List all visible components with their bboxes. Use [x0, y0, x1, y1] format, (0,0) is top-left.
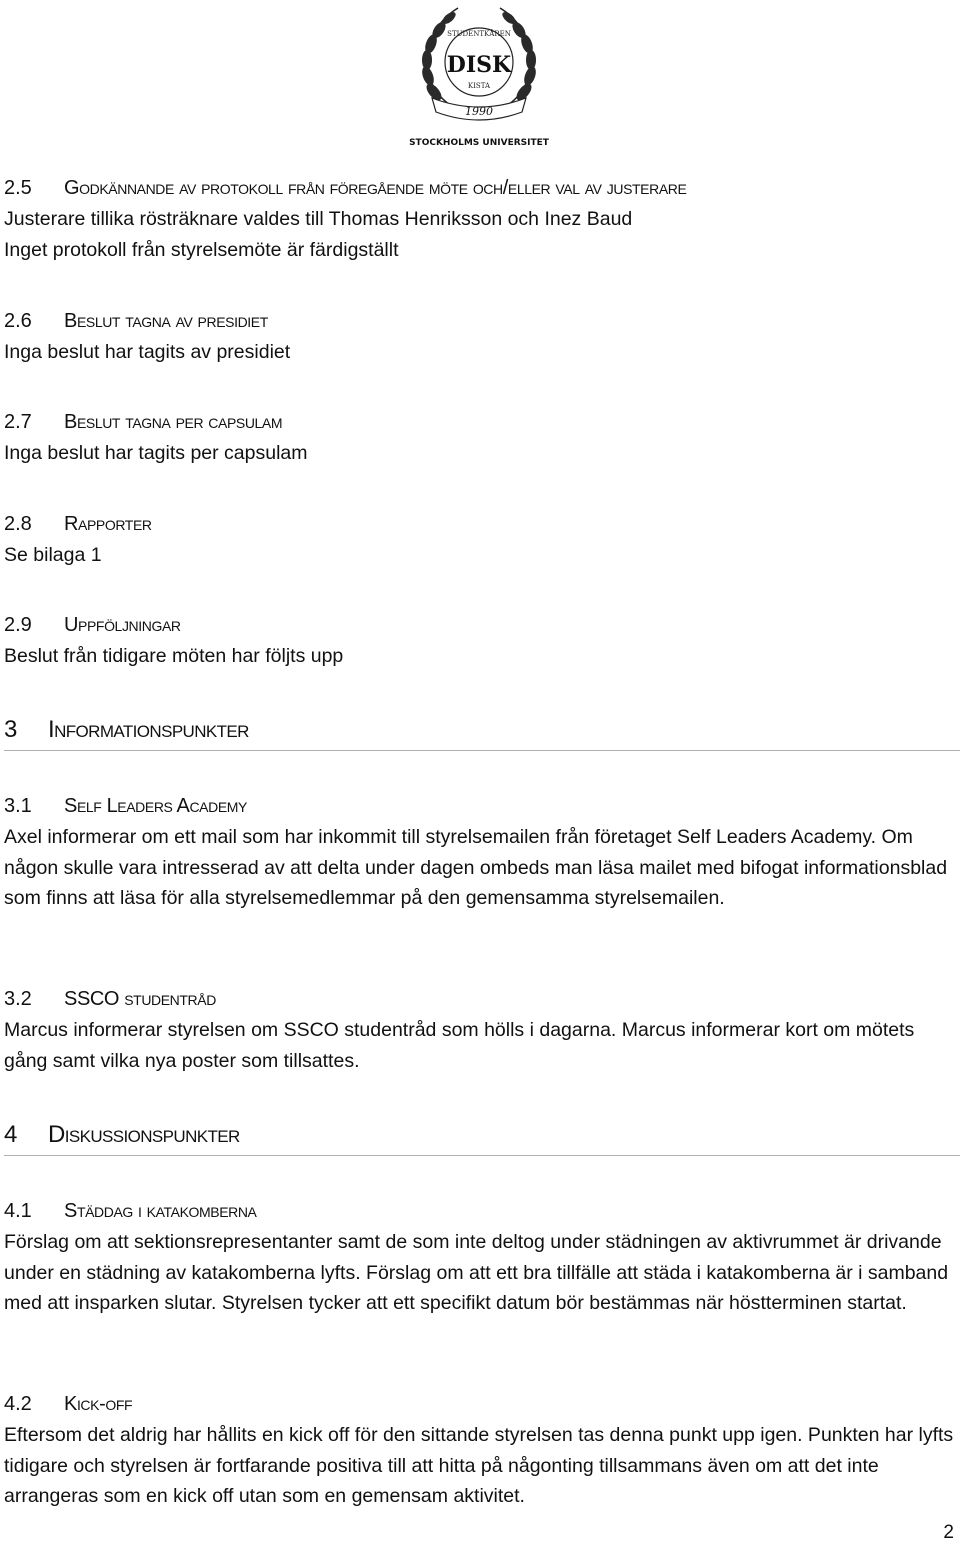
- chapter-title: Informationspunkter: [48, 716, 249, 743]
- section-text-2-9: Beslut från tidigare möten har följts upp: [4, 645, 344, 667]
- section-text-2-5-line-1: Justerare tillika rösträknare valdes till Thomas Henriksson och Inez Baud: [4, 208, 633, 230]
- section-text-2-7: Inga beslut har tagits per capsulam: [4, 442, 308, 464]
- section-title: Kick-off: [64, 1393, 133, 1415]
- logo-place: KISTA: [467, 82, 491, 90]
- section-heading-4-2: [4, 1392, 132, 1416]
- section-text-3-2: Marcus informerar styrelsen om SSCO studentråd som hölls i dagarna. Marcus informerar kort om mötets gång samt vilka nya poster som tillsattes.: [4, 1019, 915, 1072]
- chapter-divider: [4, 1155, 960, 1156]
- chapter-heading-3: [4, 716, 249, 744]
- section-text-4-1: Förslag om att sektionsrepresentanter samt de som inte deltog under städningen av aktivrummet är drivande under en städning av katakomberna lyfts. Förslag om att ett bra tillfälle att städa i katakomberna är i samband med att insparken slutar. Styrelsen tycker att ett specifikt datum bör bestämmas när höstterminen startat.: [4, 1231, 949, 1314]
- chapter-divider: [4, 750, 960, 751]
- chapter-title: Diskussionspunkter: [48, 1121, 240, 1148]
- section-number: 2.5: [4, 177, 32, 199]
- chapter-number: 3: [4, 716, 18, 743]
- section-heading-2-5: [4, 176, 686, 200]
- disk-logo: [398, 0, 560, 150]
- logo-university: STOCKHOLMS UNIVERSITET: [409, 138, 549, 148]
- section-number: 4.2: [4, 1393, 32, 1415]
- chapter-heading-4: [4, 1121, 240, 1149]
- section-title: Self Leaders Academy: [64, 795, 247, 817]
- logo-org-top: STUDENTKÅREN: [447, 30, 511, 38]
- section-heading-3-1: [4, 794, 247, 818]
- section-number: 3.2: [4, 988, 32, 1010]
- section-heading-4-1: [4, 1199, 257, 1223]
- section-title: Uppföljningar: [64, 614, 181, 636]
- section-title: Godkännande av protokoll från föregående möte och/eller val av justerare: [64, 177, 687, 199]
- section-text-2-5-line-2: Inget protokoll från styrelsemöte är färdigställt: [4, 239, 399, 261]
- chapter-number: 4: [4, 1121, 18, 1148]
- section-number: 2.9: [4, 614, 32, 636]
- section-heading-2-7: [4, 410, 282, 434]
- section-text-2-8: Se bilaga 1: [4, 544, 102, 566]
- section-text-4-2: Eftersom det aldrig har hållits en kick off för den sittande styrelsen tas denna punkt upp igen. Punkten har lyfts tidigare och styrelsen är fortfarande positiva till att hitta på någonting tillsammans även om att det inte arrangeras som en kick off utan som en gemensam aktivitet.: [4, 1424, 954, 1507]
- section-number: 2.6: [4, 310, 32, 332]
- section-title: Rapporter: [64, 513, 152, 535]
- section-number: 2.7: [4, 411, 32, 433]
- section-heading-3-2: [4, 987, 216, 1011]
- section-heading-2-8: [4, 512, 152, 536]
- section-text-3-1: Axel informerar om ett mail som har inkommit till styrelsemailen från företaget Self Leaders Academy. Om någon skulle vara intresserad av att delta under dagen ombeds man läsa mailet med bifogat informationsblad som finns att läsa för alla styrelsemedlemmar på den gemensamma styrelsemailen.: [4, 826, 948, 909]
- section-title: SSCO studentråd: [64, 988, 216, 1010]
- section-number: 3.1: [4, 795, 32, 817]
- section-number: 4.1: [4, 1200, 32, 1222]
- section-text-2-6: Inga beslut har tagits av presidiet: [4, 341, 291, 363]
- page-number: 2: [943, 1522, 954, 1543]
- section-number: 2.8: [4, 513, 32, 535]
- section-heading-2-6: [4, 309, 268, 333]
- section-title: Beslut tagna per capsulam: [64, 411, 283, 433]
- section-title: Beslut tagna av presidiet: [64, 310, 268, 332]
- section-title: Städdag i katakomberna: [64, 1200, 257, 1222]
- section-heading-2-9: [4, 613, 181, 637]
- logo-year: 1990: [465, 105, 493, 118]
- logo-name: DISK: [446, 52, 512, 78]
